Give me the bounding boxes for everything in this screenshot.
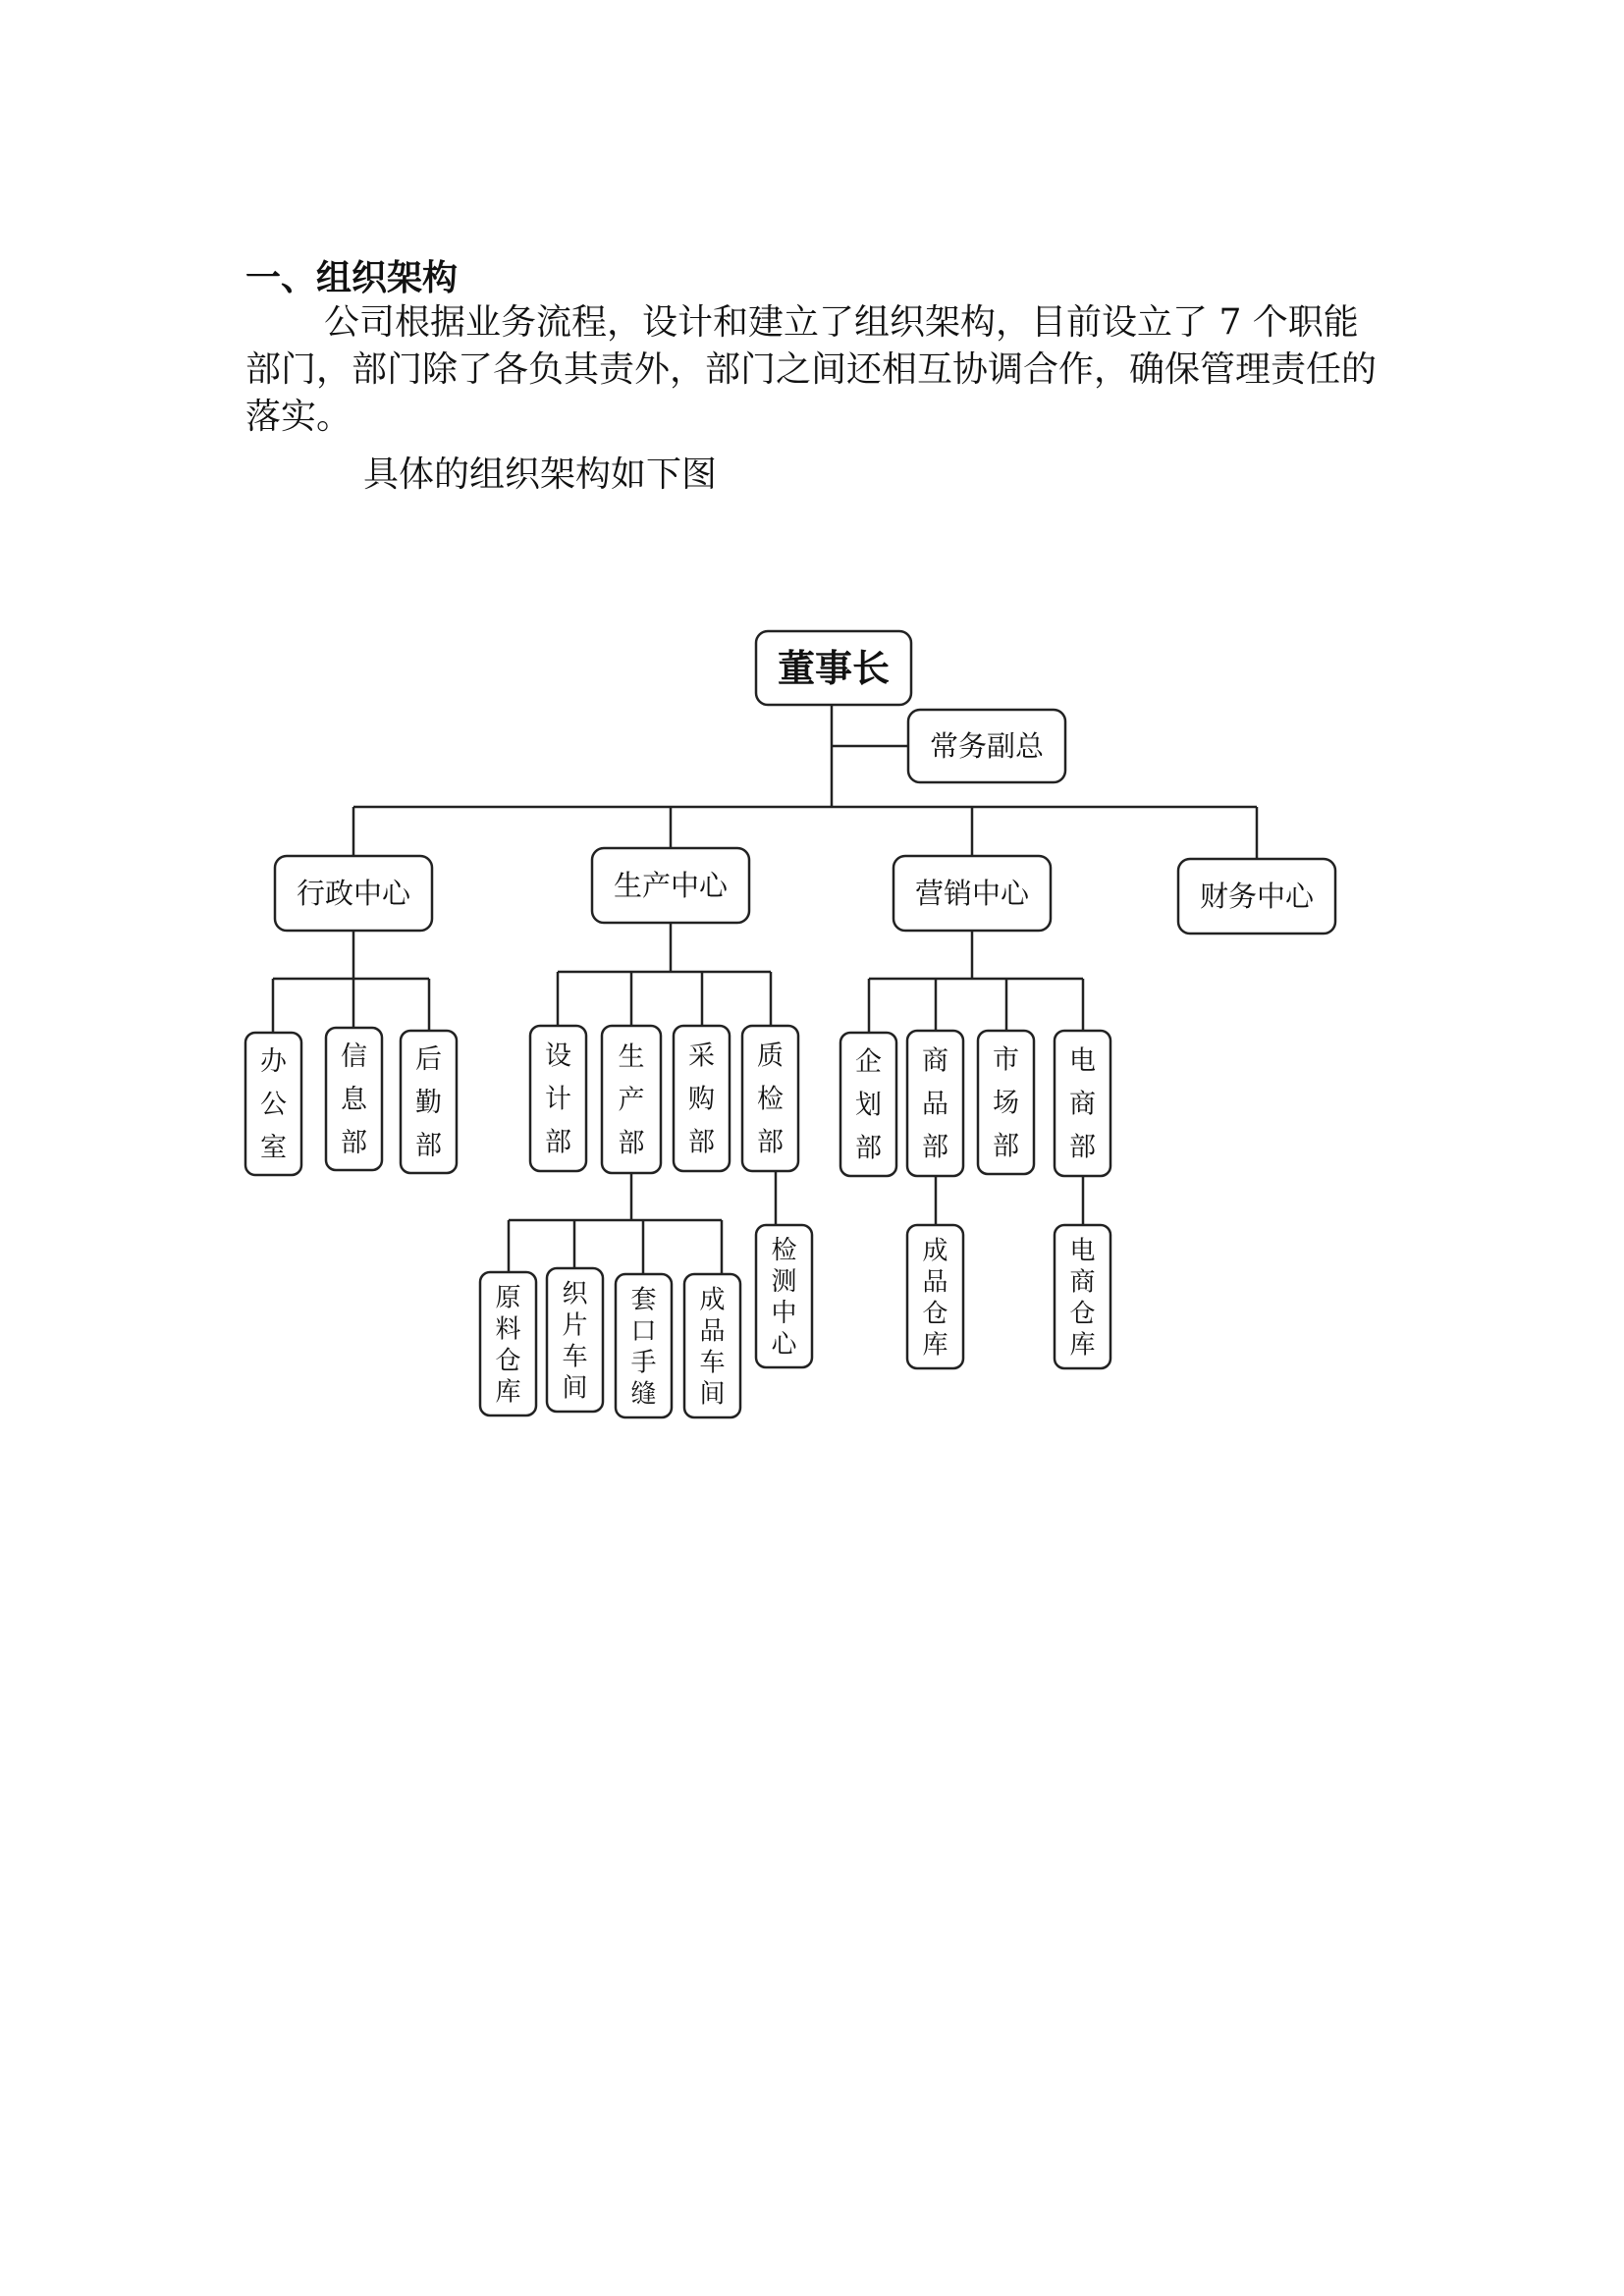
unit-planning-label: 企划部 [855, 1046, 882, 1164]
unit-production [602, 1026, 661, 1173]
unit-market-label: 市场部 [993, 1044, 1019, 1162]
node-root [756, 631, 911, 705]
unit-qc-label: 质检部 [757, 1041, 784, 1158]
center-label: 行政中心 [296, 877, 411, 910]
node-deputy-label: 常务副总 [929, 729, 1045, 763]
unit-info [326, 1028, 382, 1170]
unit-design [530, 1026, 586, 1171]
unit-design-label: 设计部 [545, 1041, 571, 1158]
unit-finishing-label: 成品车间 [699, 1285, 726, 1410]
unit-merchandise-label: 商品部 [922, 1045, 948, 1163]
unit-nodes [245, 1026, 1110, 1417]
section-heading: 一、组织架构 [245, 258, 459, 298]
node-root-label: 董事长 [777, 647, 891, 690]
chart-caption: 具体的组织架构如下图 [363, 454, 718, 495]
node-center-production [592, 848, 749, 923]
unit-knitting [547, 1268, 603, 1412]
center-label: 生产中心 [613, 869, 729, 902]
node-center-admin [275, 856, 432, 931]
unit-goods-warehouse [907, 1225, 963, 1368]
unit-linking-label: 套口手缝 [630, 1285, 657, 1410]
unit-ecom-warehouse-label: 电商仓库 [1069, 1236, 1096, 1361]
unit-finishing [684, 1274, 740, 1417]
unit-goods-warehouse-label: 成品仓库 [922, 1236, 948, 1361]
unit-ecommerce-label: 电商部 [1069, 1045, 1096, 1163]
unit-testing [756, 1225, 812, 1367]
unit-logistics [401, 1031, 457, 1173]
unit-purchasing [674, 1026, 730, 1171]
unit-planning [840, 1033, 896, 1176]
node-deputy [908, 710, 1065, 782]
unit-knitting-label: 织片车间 [562, 1279, 588, 1404]
connector-lines [273, 705, 1257, 1274]
unit-ecommerce [1055, 1031, 1110, 1176]
unit-office-label: 办公室 [260, 1046, 287, 1164]
unit-qc [742, 1026, 798, 1171]
unit-linking [616, 1274, 672, 1417]
intro-paragraph: 公司根据业务流程，设计和建立了组织架构，目前设立了 7 个职能部门，部门除了各负其责外，部门之间还相互协调合作，确保管理责任的落实。 [245, 302, 1378, 437]
center-label: 财务中心 [1199, 880, 1315, 913]
unit-merchandise [907, 1031, 963, 1176]
unit-purchasing-label: 采购部 [688, 1041, 715, 1158]
unit-production-label: 生产部 [618, 1041, 645, 1159]
unit-ecom-warehouse [1055, 1225, 1110, 1368]
node-center-marketing [893, 856, 1051, 931]
node-center-finance [1178, 859, 1335, 934]
unit-logistics-label: 后勤部 [415, 1044, 442, 1162]
unit-market [978, 1031, 1034, 1174]
unit-office [245, 1033, 301, 1175]
unit-testing-label: 检测中心 [771, 1235, 797, 1360]
unit-raw-warehouse [480, 1272, 536, 1415]
unit-raw-warehouse-label: 原料仓库 [495, 1283, 521, 1408]
center-label: 营销中心 [914, 877, 1030, 910]
unit-info-label: 信息部 [341, 1041, 367, 1159]
